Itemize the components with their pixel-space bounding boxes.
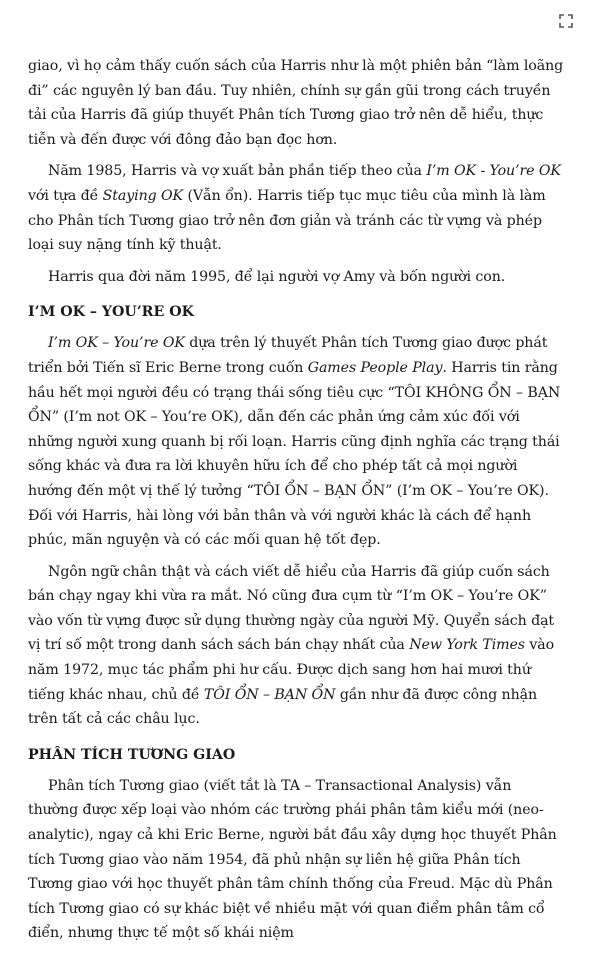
paragraph-5	[28, 560, 564, 732]
paragraph-2	[28, 159, 564, 257]
text-run: vào năm 1972, mục tác phẩm phi hư cấu. Được dịch sang hơn hai mươi thứ tiếng khác nhau, chủ đề	[28, 637, 555, 703]
page-content	[28, 54, 564, 953]
theme-phrase: TÔI ỔN – BẠN ỔN	[203, 686, 336, 703]
text-run: với tựa đề	[28, 187, 103, 204]
publication-name: New York Times	[409, 637, 525, 654]
text-run: dựa trên lý thuyết Phân tích Tương giao được phát triển bởi Tiến sĩ Eric Berne trong cuốn	[28, 335, 548, 376]
book-title: Games People Play	[307, 359, 443, 376]
book-title: Staying OK	[102, 187, 184, 204]
paragraph-1: giao, vì họ cảm thấy cuốn sách của Harris như là một phiên bản “làm loãng đi” các nguyên lý ban đầu. Tuy nhiên, chính sự gần gũi trong cách truyền tải của Harris đã giúp thuyết Phân tích Tương giao trở nên dễ hiểu, thực tiễn và đến được với đông đảo bạn đọc hơn.	[28, 58, 564, 148]
text-run: Năm 1985, Harris và vợ xuất bản phần tiếp theo của	[48, 163, 427, 180]
paragraph-6: Phân tích Tương giao (viết tắt là TA – Transactional Analysis) vẫn thường được xếp loại vào nhóm các trường phái phân tâm kiểu mới (neo-analytic), ngay cả khi Eric Berne, người bắt đầu xây dựng học thuyết Phân tích Tương giao vào năm 1954, đã phủ nhận sự liên hệ giữa Phân tích Tương giao với học thuyết phân tâm chính thống của Freud. Mặc dù Phân tích Tương giao có sự khác biệt về nhiều mặt với quan điểm phân tâm cổ điển, nhưng thực tế một số khái niệm	[28, 777, 557, 942]
expand-icon[interactable]	[559, 14, 573, 28]
text-run: Ngôn ngữ chân thật và cách viết dễ hiểu của Harris đã giúp cuốn sách bán chạy ngay khi vừa ra mắt. Nó cũng đưa cụm từ “I’m OK – You’re OK” vào vốn từ vựng được sử dụng thường ngày của người Mỹ. Quyển sách đạt vị trí số một trong danh sách sách bán chạy nhất của	[28, 563, 555, 654]
paragraph-4	[28, 331, 564, 552]
book-title: I’m OK – You’re OK	[48, 335, 185, 352]
text-run: . Harris tin rằng hầu hết mọi người đều có trạng thái sống tiêu cực “TÔI KHÔNG ỔN – BẠN ỔN” (I’m not OK – You’re OK), dẫn đến các phản ứng cảm xúc đối với những người xung quanh bị rối loạn. Harris cũng định nghĩa các trạng thái sống khác và đưa ra lời khuyên hữu ích để cho phép tất cả mọi người hướng đến một vị thế lý tưởng “TÔI ỔN – BẠN ỔN” (I’m OK – You’re OK). Đối với Harris, hài lòng với bản thân và với người khác là cách để hạnh phúc, mãn nguyện và có các mối quan hệ tốt đẹp.	[28, 359, 561, 549]
paragraph-3: Harris qua đời năm 1995, để lại người vợ Amy và bốn người con.	[48, 268, 506, 285]
section-heading-im-ok: I’M OK – YOU’RE OK	[28, 304, 194, 321]
text-run: gần như đã được công nhận trên tất cả các châu lục.	[28, 686, 538, 728]
text-run: (Vẫn ổn). Harris tiếp tục mục tiêu của mình là làm cho Phân tích Tương giao trở nên đơn giản và tránh các từ vựng và phép loại suy nặng tính kỹ thuật.	[28, 187, 546, 254]
book-title: I’m OK - You’re OK	[426, 163, 561, 180]
section-heading-transactional-analysis: PHÂN TÍCH TƯƠNG GIAO	[28, 746, 236, 763]
